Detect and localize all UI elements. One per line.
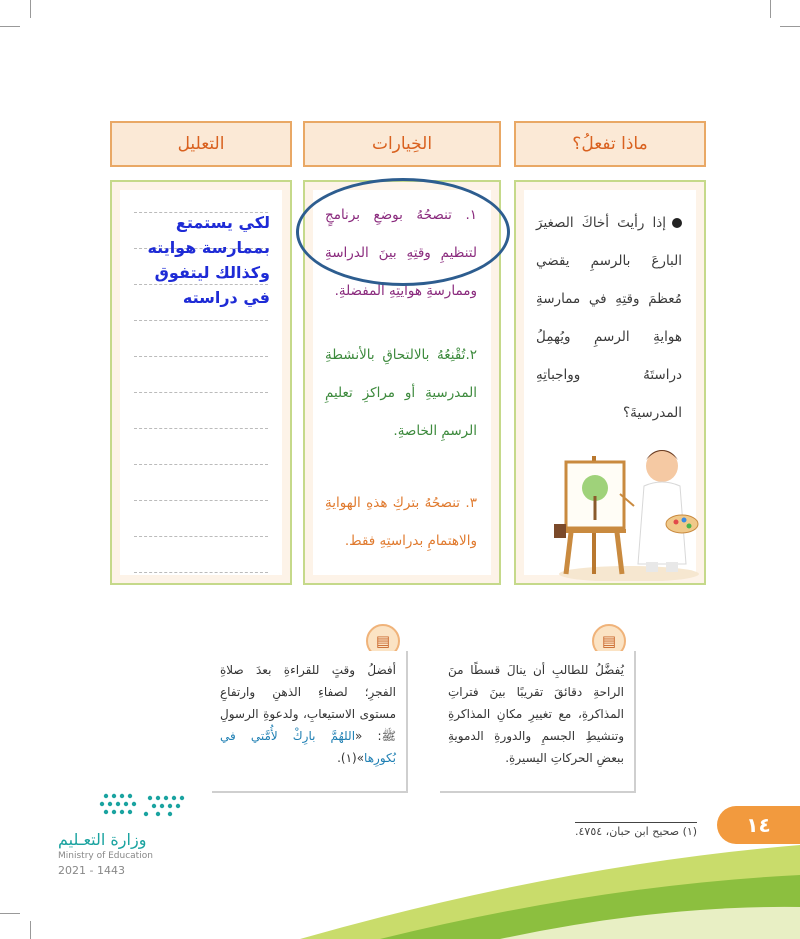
header-options: [303, 121, 501, 167]
scenario-question: إذا رأيتَ أخاكَ الصغيرَ البارعَ بالرسمِ يقضي مُعظمَ وقتِهِ في ممارسةِ هوايةِ الرسمِ ويُهمِلُ دراستَهُ وواجباتِهِ المدرسيةَ؟: [536, 215, 682, 421]
ministry-name-english: Ministry of Education: [58, 851, 153, 861]
header-what-to-do: [514, 121, 706, 167]
option-3: ٣. تنصحُهُ بتركِ هذهِ الهوايةِ والاهتمامِ بدراستِهِ فقط.: [325, 495, 477, 549]
option-2: ٢.تُقْنِعُهُ بالالتحاقِ بالأنشطةِ المدرسيةِ أو مراكزِ تعليمِ الرسمِ الخاصةِ.: [325, 347, 477, 439]
writing-line: [134, 428, 268, 429]
writing-line: [134, 464, 268, 465]
footnote: (١) صحيح ابن حبان، ٤٧٥٤.: [575, 822, 697, 838]
tip-right-text: يُفضَّلُ للطالبِ أن ينالَ قسطًا منَ الراحةِ دقائقَ تقريبًا بينَ فتراتِ المذاكرةِ، مع تغييرِ مكانِ المذاكرةِ وتنشيطِ الجسمِ والدورةِ الدمويةِ ببعضِ الحركاتِ اليسيرةِ.: [448, 663, 624, 765]
handwritten-answer: [110, 210, 270, 310]
scenario-panel-inner: [524, 190, 696, 575]
writing-line: [134, 500, 268, 501]
tip-box-left: [212, 651, 408, 793]
tip-box-right: [440, 651, 636, 793]
tip-left-part: »(١).: [337, 751, 365, 765]
ministry-year: 2021 - 1443: [58, 864, 125, 877]
ministry-name-arabic: وزارة التعـليم: [58, 830, 147, 849]
writing-line: [134, 392, 268, 393]
notebook-icon: ▤: [592, 624, 626, 658]
writing-line: [134, 572, 268, 573]
crop-mark: [780, 26, 800, 27]
selection-ellipse: [296, 178, 510, 286]
scenario-panel: [514, 180, 706, 585]
crop-mark: [770, 0, 771, 18]
crop-mark: [30, 921, 31, 939]
writing-line: [134, 536, 268, 537]
crop-mark: [30, 0, 31, 18]
answer-line: وكذالك ليتفوق: [154, 263, 270, 282]
answer-line: في دراسته: [182, 288, 270, 307]
ministry-logo-icon: [58, 790, 188, 824]
writing-line: [134, 356, 268, 357]
header-reasoning: [110, 121, 292, 167]
header-label: ماذا تفعلُ؟: [572, 134, 648, 154]
page-number: ١٤: [746, 813, 771, 837]
header-label: التعليل: [177, 134, 225, 154]
page-number-badge: [717, 806, 800, 844]
boy-painting-illustration: [554, 436, 704, 581]
bullet-icon: [672, 218, 682, 228]
crop-mark: [0, 26, 20, 27]
crop-mark: [0, 913, 20, 914]
answer-line: لكي يستمتع: [175, 213, 270, 232]
header-label: الخِيارات: [371, 134, 433, 154]
tip-left-text: [220, 659, 396, 769]
green-swoosh-decoration: [300, 845, 800, 939]
scenario-text: [536, 204, 682, 432]
hadith-quote: اللهُمَّ بارِكْ لأُمَّتي في بُكورِها: [220, 729, 396, 765]
notebook-icon: ▤: [366, 624, 400, 658]
answer-line: بممارسة هوايته: [147, 238, 270, 257]
reasoning-panel: [110, 180, 292, 585]
option-1: ١. تنصحُهُ بوضعِ برنامجٍ لتنظيمِ وقتِهِ بينَ الدراسةِ وممارسةِ هوايتِهِ المفضلةِ.: [325, 207, 477, 299]
writing-line: [134, 320, 268, 321]
tip-left-part: أفضلُ وقتٍ للقراءةِ بعدَ صلاةِ الفجرِ؛ لصفاءِ الذهنِ وارتفاعِ مستوى الاستيعابِ، ولدعوةِ الرسولِ ﷺ: «: [220, 663, 396, 743]
